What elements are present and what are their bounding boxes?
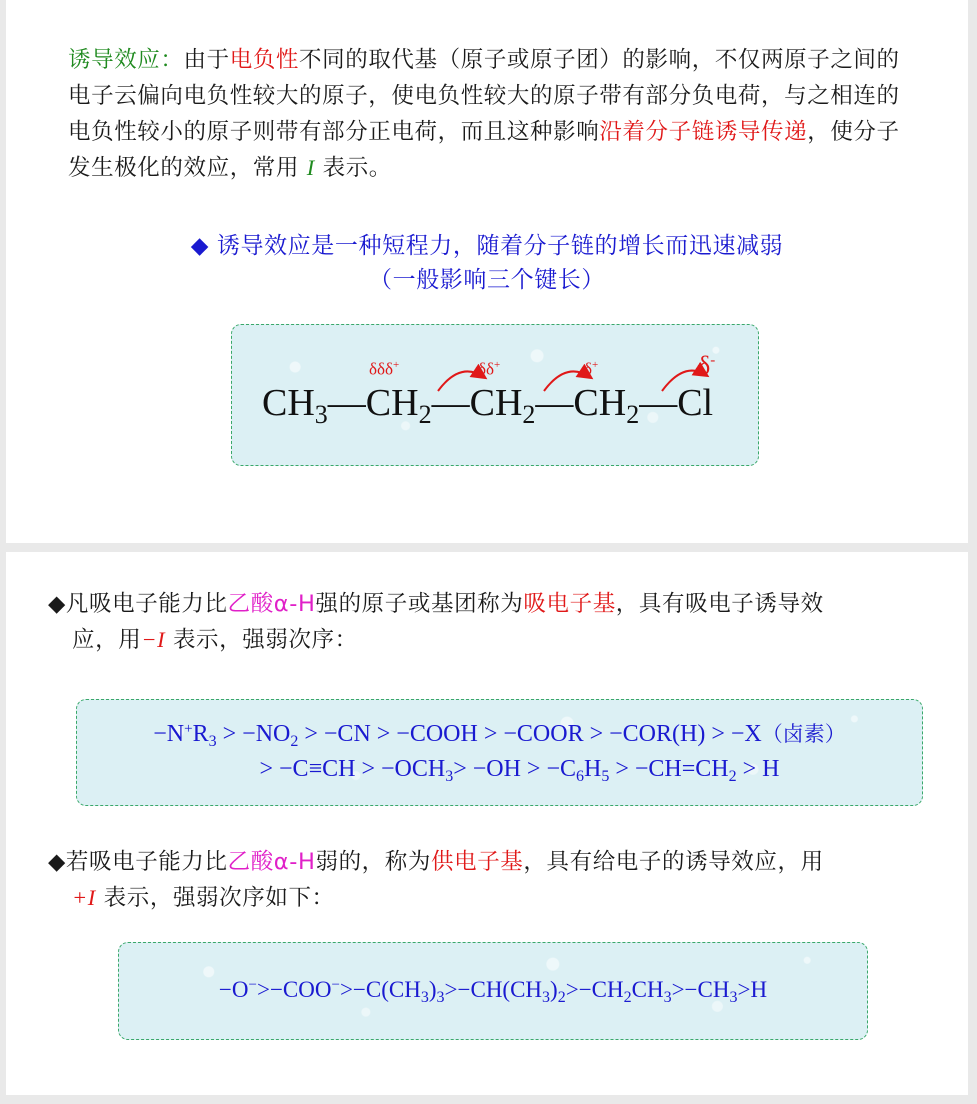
partial-charge-4-text: δ [698, 351, 711, 380]
w-vinyl-sub: 2 [728, 768, 737, 785]
d-tbutyl-sub2: 3 [436, 989, 445, 1006]
callout-line-1: ◆ 诱导效应是一种短程力，随着分子链的增长而迅速减弱 [190, 233, 784, 259]
donating-text-4: 表示，强弱次序如下： [95, 885, 335, 911]
chain-group-3: CH [469, 382, 523, 424]
donating-text-1: 若吸电子能力比 [65, 849, 228, 875]
electron-shift-arrows [232, 325, 758, 465]
callout-line-2: （一般影响三个键长） [369, 267, 605, 293]
d-oxide-charge: − [248, 977, 257, 993]
arrow-3 [662, 371, 706, 391]
d-isopropyl-sub1: 3 [542, 989, 551, 1006]
d-carboxylate: >−COO [256, 977, 332, 1002]
chain-group-4: CH [573, 382, 627, 424]
w-och3-sub: 3 [445, 768, 454, 785]
d-methyl: >−CH [671, 977, 730, 1002]
chain-bond-1: — [327, 382, 366, 424]
withdrawing-text-2: 强的原子或基团称为 [315, 591, 524, 617]
withdrawing-text-4: 应，用 [72, 627, 142, 653]
partial-charge-4-sign: - [710, 352, 716, 369]
plus-i-symbol: +I [72, 885, 96, 910]
d-hydrogen: >H [737, 977, 768, 1002]
partial-charge-1-sign: + [393, 359, 400, 371]
withdrawing-text-5: 表示，强弱次序： [165, 627, 358, 653]
d-tbutyl: >−C(CH [339, 977, 421, 1002]
d-methyl-sub: 3 [729, 989, 738, 1006]
w-no2-sub: 2 [290, 733, 299, 750]
definition-text-2: 不同的取代基（原子或原子团）的影响，不仅两原子之间的电子云偏向电负性较大的原子，使电负性较大的原子带有部分负电荷，与之相连的电负性较小的原子则带有部分正电荷，而且这种影响 [68, 47, 900, 145]
w-vinyl: > −CH=CH [609, 756, 729, 782]
w-c6h5: > −OH > −C [453, 756, 576, 782]
reference-acetic-alpha-h: 乙酸α-H [227, 591, 316, 617]
chain-sub-3: 2 [522, 400, 536, 429]
d-isopropyl-close: ) [550, 977, 558, 1002]
d-isopropyl: >−CH(CH [444, 977, 543, 1002]
w-hydrogen: > H [736, 756, 780, 782]
d-ethyl-sub2: 3 [663, 989, 672, 1006]
d-oxide: −O [218, 977, 249, 1002]
w-nr3-sub: 3 [208, 733, 217, 750]
w-h: H [584, 756, 602, 782]
chain-group-2: CH [365, 382, 419, 424]
withdrawing-text-3: ，具有吸电子诱导效 [615, 591, 824, 617]
d-ethyl: >−CH [565, 977, 624, 1002]
short-range-callout [6, 229, 968, 297]
withdrawing-order-box [76, 699, 923, 806]
w-rest-line1: > −CN > −COOH > −COOR > −COR(H) > −X [298, 721, 762, 747]
d-isopropyl-sub2: 2 [557, 989, 566, 1006]
withdrawing-order-line-2 [77, 756, 942, 786]
chain-sub-4: 2 [626, 400, 640, 429]
partial-charge-2-text: δδ [478, 359, 495, 379]
reference-acetic-alpha-h-2: 乙酸α-H [227, 849, 316, 875]
withdrawing-paragraph [48, 586, 928, 658]
arrow-1 [438, 371, 484, 391]
chain-diagram-box [231, 324, 759, 466]
arrow-2 [544, 371, 590, 391]
chain-bond-3: — [535, 382, 574, 424]
d-ethyl-sub1: 2 [623, 989, 632, 1006]
slide-inductive-effect [6, 0, 968, 543]
slide-withdrawing-donating [6, 552, 968, 1095]
chain-bond-4: — [639, 382, 678, 424]
w-nr3-charge: + [184, 721, 193, 737]
d-carboxylate-charge: − [331, 977, 340, 993]
bullet-diamond-icon: ◆ [48, 591, 66, 617]
w-no2: > −NO [216, 721, 291, 747]
w-nr3: −N [153, 721, 185, 747]
chain-sub-2: 2 [418, 400, 432, 429]
highlight-withdrawing-group: 吸电子基 [523, 591, 616, 617]
w-och3: > −C≡CH > −OCH [259, 756, 446, 782]
definition-text-3: ，使分子发生极化的效应，常用 [68, 119, 900, 181]
w-nr3-r: R [192, 721, 209, 747]
definition-term: 诱导效应： [68, 47, 184, 73]
partial-charge-1-text: δδδ [369, 359, 394, 379]
w-halogen-note: （卤素） [761, 722, 846, 746]
donating-text-3: ，具有给电子的诱导效应，用 [523, 849, 824, 875]
w-c6-sub: 6 [576, 768, 584, 785]
highlight-electronegativity: 电负性 [229, 47, 300, 73]
d-ethyl-ch: CH [631, 977, 664, 1002]
inductive-symbol: I [306, 155, 315, 180]
withdrawing-text-1: 凡吸电子能力比 [65, 591, 228, 617]
definition-text-1: 由于 [183, 47, 230, 73]
minus-i-symbol: −I [141, 627, 166, 652]
definition-text-4: 表示。 [314, 155, 392, 181]
definition-paragraph [68, 42, 918, 186]
chain-group-5: Cl [677, 382, 714, 424]
donating-order-box [118, 942, 868, 1040]
donating-text-2: 弱的，称为 [315, 849, 431, 875]
d-tbutyl-sub1: 3 [420, 989, 429, 1006]
highlight-donating-group: 供电子基 [431, 849, 524, 875]
chain-sub-1: 3 [314, 400, 328, 429]
partial-charge-2-sign: + [494, 359, 501, 371]
chain-group-1: CH [262, 382, 315, 424]
w-h5-sub: 5 [601, 768, 610, 785]
partial-charge-3-text: δ [584, 359, 593, 379]
d-tbutyl-close: ) [428, 977, 437, 1002]
withdrawing-order-line-1 [77, 718, 922, 751]
highlight-transmission: 沿着分子链诱导传递 [599, 119, 808, 145]
partial-charge-3-sign: + [592, 359, 599, 371]
bullet-diamond-icon: ◆ [48, 849, 66, 875]
donating-order-line [119, 977, 867, 1007]
chain-bond-2: — [431, 382, 470, 424]
donating-paragraph [48, 844, 938, 916]
